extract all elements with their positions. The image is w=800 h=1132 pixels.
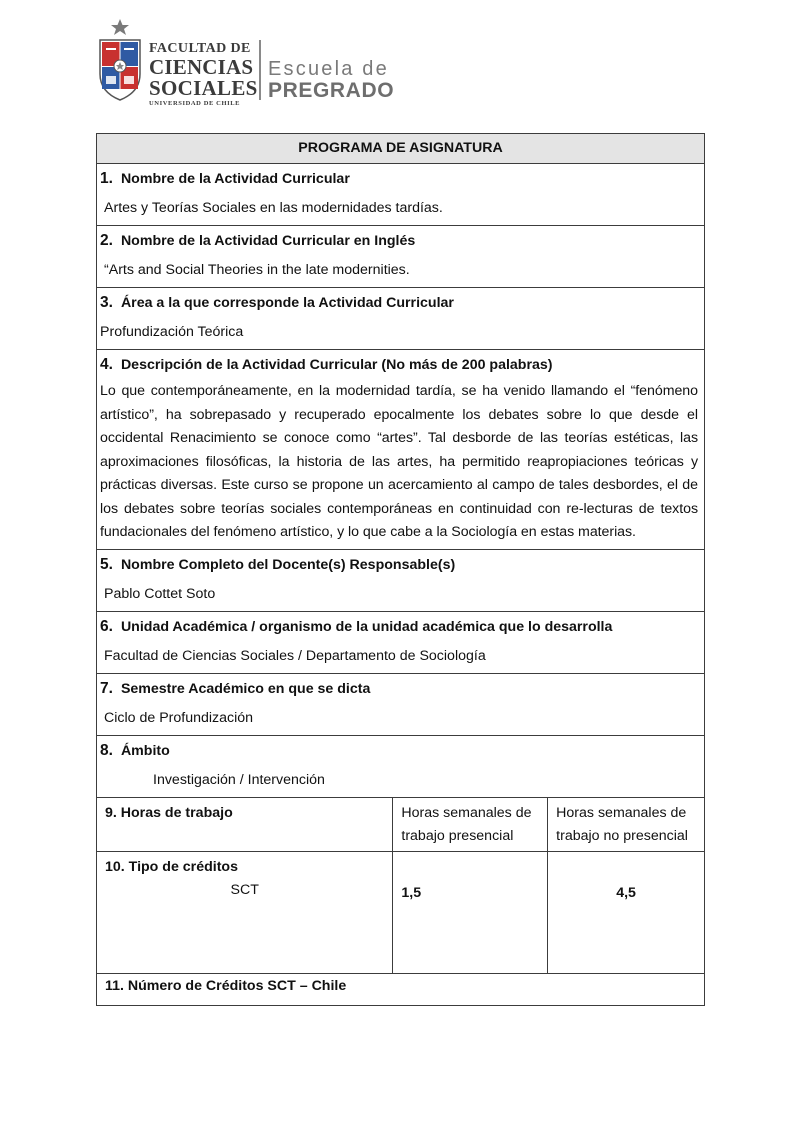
hours-presencial-label: Horas semanales de trabajo presencial bbox=[401, 804, 532, 844]
section-number: 6. bbox=[100, 617, 113, 635]
section-row bbox=[97, 673, 705, 735]
faculty-name-line3: SOCIALES bbox=[149, 76, 258, 100]
section-number: 8. bbox=[100, 741, 113, 759]
section-number: 5. bbox=[100, 555, 113, 573]
faculty-logo bbox=[96, 18, 416, 108]
credits-presencial-value: 1,5 bbox=[401, 884, 422, 901]
credits-no-presencial-cell bbox=[548, 851, 705, 973]
section-4 bbox=[97, 350, 705, 550]
section-title-text: Unidad Académica / organismo de la unidad académica que lo desarrolla bbox=[120, 618, 613, 635]
section-body: “Arts and Social Theories in the late modernities. bbox=[104, 262, 410, 278]
section-row bbox=[97, 164, 705, 226]
program-table bbox=[96, 133, 705, 1006]
credits-number-row bbox=[97, 973, 705, 1005]
section-body: Facultad de Ciencias Sociales / Departamento de Sociología bbox=[104, 647, 486, 664]
credits-type-cell bbox=[97, 851, 393, 973]
section-3 bbox=[97, 288, 705, 350]
credits-number-cell bbox=[97, 973, 705, 1005]
faculty-name-line1: FACULTAD DE bbox=[149, 41, 251, 56]
section-number: 3. bbox=[100, 294, 113, 311]
section-title bbox=[97, 164, 704, 189]
section-5 bbox=[97, 549, 705, 611]
section-title bbox=[97, 612, 704, 637]
hours-label: 9. Horas de trabajo bbox=[105, 804, 233, 821]
section-2 bbox=[97, 226, 705, 288]
section-title-text: Nombre de la Actividad Curricular en Inglés bbox=[120, 233, 416, 249]
section-row bbox=[97, 226, 705, 288]
table-header-row bbox=[97, 134, 705, 164]
section-title bbox=[97, 674, 704, 699]
section-title bbox=[97, 550, 704, 575]
credits-type-label: 10. Tipo de créditos bbox=[105, 858, 238, 875]
hours-presencial-cell bbox=[393, 797, 548, 851]
section-body: Pablo Cottet Soto bbox=[104, 585, 216, 602]
section-title bbox=[97, 288, 704, 313]
section-6 bbox=[97, 611, 705, 673]
faculty-name-line2: CIENCIAS bbox=[149, 55, 254, 79]
credits-presencial-cell bbox=[393, 851, 548, 973]
hours-no-presencial-label: Horas semanales de trabajo no presencial bbox=[556, 804, 688, 844]
section-body: Artes y Teorías Sociales en las modernidades tardías. bbox=[104, 200, 443, 216]
school-name: PREGRADO bbox=[268, 79, 395, 102]
section-title-text: Descripción de la Actividad Curricular (No más de 200 palabras) bbox=[120, 357, 553, 373]
section-body: Profundización Teórica bbox=[100, 324, 244, 340]
section-row bbox=[97, 611, 705, 673]
section-number: 4. bbox=[100, 356, 113, 373]
section-number: 1. bbox=[100, 170, 113, 187]
credits-type-row bbox=[97, 851, 705, 973]
section-title-text: Nombre de la Actividad Curricular bbox=[120, 171, 350, 187]
section-7 bbox=[97, 673, 705, 735]
section-number: 2. bbox=[100, 232, 113, 249]
section-title-text: Semestre Académico en que se dicta bbox=[120, 680, 371, 697]
hours-label-cell bbox=[97, 797, 393, 851]
section-1 bbox=[97, 164, 705, 226]
section-row bbox=[97, 735, 705, 797]
logo-divider bbox=[259, 40, 261, 100]
table-header: PROGRAMA DE ASIGNATURA bbox=[97, 134, 705, 164]
section-title-text: Ámbito bbox=[120, 742, 170, 759]
section-title bbox=[97, 350, 704, 375]
faculty-name bbox=[149, 42, 258, 108]
section-row bbox=[97, 288, 705, 350]
section-title-text: Nombre Completo del Docente(s) Responsable(s) bbox=[120, 556, 456, 573]
section-title bbox=[97, 736, 704, 761]
section-title bbox=[97, 226, 704, 251]
section-row bbox=[97, 350, 705, 550]
section-body: Ciclo de Profundización bbox=[104, 709, 254, 726]
university-crest-icon bbox=[96, 18, 144, 102]
credits-number-label: 11. Número de Créditos SCT – Chile bbox=[105, 977, 347, 994]
section-description: Lo que contemporáneamente, en la modernidad tardía, se ha venido llamando el “fenómeno artístico”, ha sobrepasado y recuperado epocalmente los debates sobre lo que desde el occidental Renacimiento se conoce como “artes”. Tal desborde de las teorías estéticas, las aproximaciones filosóficas, la historia de las artes, ha permitido reapropiaciones teóricas y prácticas diversas. Este curso se propone un acercamiento al campo de tales desbordes, el de los debates sobre teorías sociales contemporáneas en continuidad con re-lecturas de textos fundacionales del fenómeno artístico, y lo que cabe a la Sociología en estas materias. bbox=[100, 383, 698, 540]
credits-no-presencial-value: 4,5 bbox=[616, 884, 636, 901]
credits-type-value: SCT bbox=[230, 881, 259, 898]
university-name: UNIVERSIDAD DE CHILE bbox=[149, 100, 241, 107]
section-8 bbox=[97, 735, 705, 797]
school-label: Escuela de bbox=[268, 58, 389, 80]
hours-no-presencial-cell bbox=[548, 797, 705, 851]
hours-row bbox=[97, 797, 705, 851]
section-number: 7. bbox=[100, 679, 113, 697]
section-row bbox=[97, 549, 705, 611]
section-body: Investigación / Intervención bbox=[153, 771, 325, 788]
section-title-text: Área a la que corresponde la Actividad Curricular bbox=[120, 295, 454, 311]
